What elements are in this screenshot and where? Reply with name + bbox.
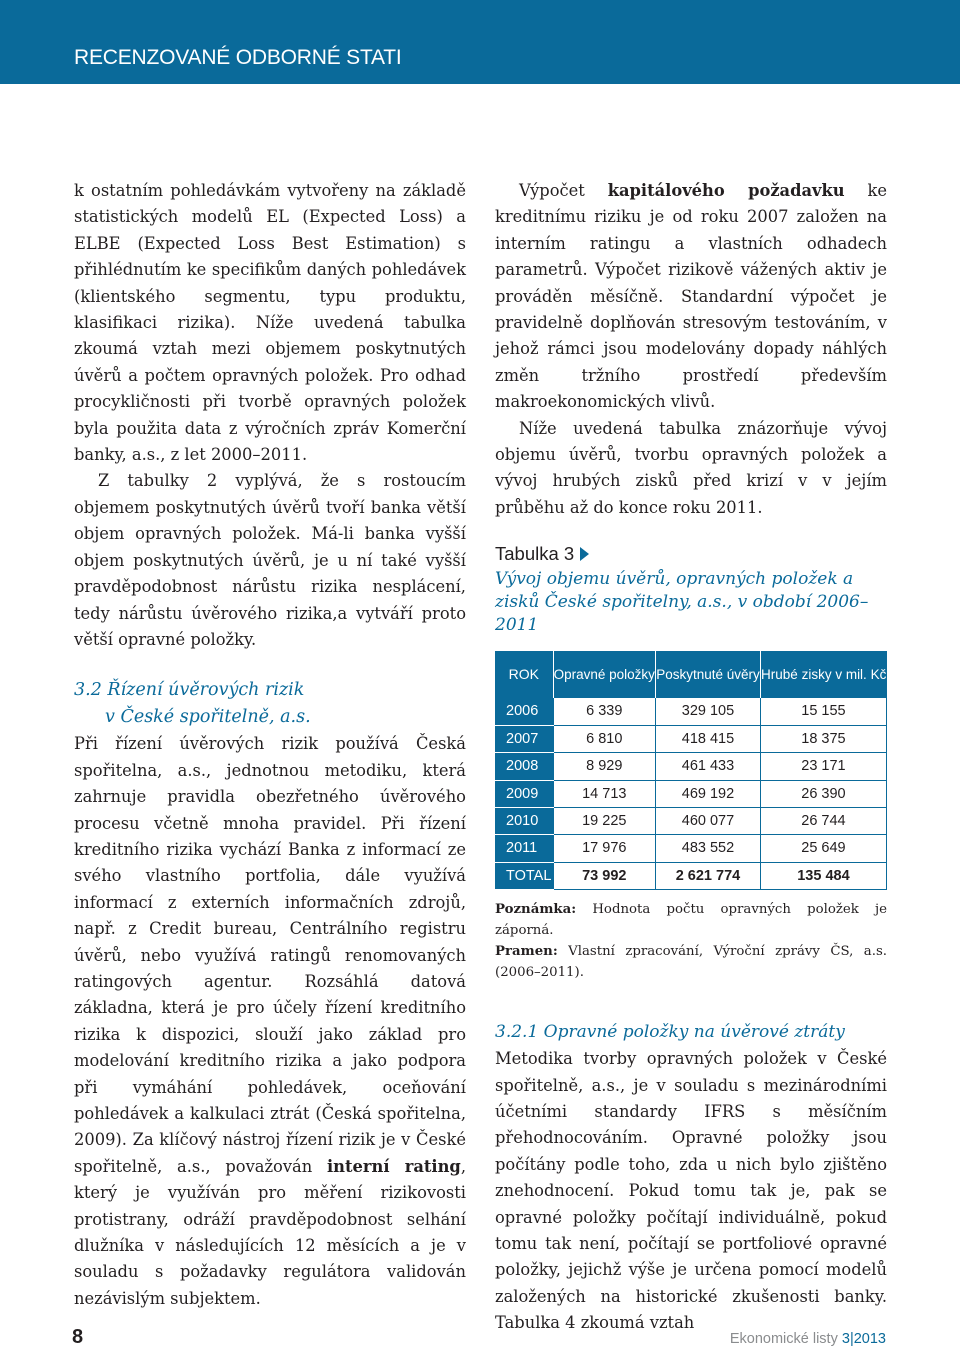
table-cell: 135 484: [760, 862, 886, 889]
bold-term: kapitálového požadavku: [607, 181, 845, 200]
paragraph: Metodika tvorby opravných položek v České spořitelně, a.s., je v souladu s mezinárodními účetními standardy IFRS s měsíčním přehodnocováním. Opravné položky jsou počítány podle toho, zda u nich bylo zjištěno znehodnocení. Pokud tomu tak je, pak se opravné položky počítají individuálně, pokud tomu tak není, počítají se portfoliové opravné položky, jejichž výše je určena pomocí modelů založených na historické zkušenosti banky. Tabulka 4 zkoumá vztah: [495, 1049, 887, 1333]
paragraph: Níže uvedená tabulka znázorňuje vývoj objemu úvěrů, tvorbu opravných položek a vývoj hrubých zisků před krizí v v jejím průběhu až do konce roku 2011.: [495, 418, 887, 517]
table-row: [495, 725, 887, 752]
section-heading-line: v České spořitelně, a.s.: [105, 707, 311, 728]
table-row: [495, 807, 887, 834]
issue-separator: |: [849, 1331, 854, 1347]
page-number: 8: [72, 1326, 84, 1348]
triangle-right-icon: [580, 547, 589, 561]
table-cell: 17 976: [553, 835, 656, 862]
table-cell: 418 415: [656, 725, 761, 752]
page-header: [0, 0, 960, 84]
section-heading-line: 3.2 Řízení úvěrových rizik: [74, 680, 305, 701]
table-cell: 329 105: [656, 698, 761, 725]
paragraph: [495, 178, 887, 416]
table-cell: 73 992: [553, 862, 656, 889]
table-cell: 19 225: [553, 807, 656, 834]
table-row: [495, 835, 887, 862]
source-text: Vlastní zpracování, Výroční zprávy ČS, a.s. (2006–2011).: [495, 944, 887, 981]
issue-number: 3: [841, 1331, 850, 1347]
section-heading: 3.2.1 Opravné položky na úvěrové ztráty: [495, 1022, 845, 1043]
text-run: , který je využíván pro měření rizikovosti protistrany, odráží pravděpodobnost selhání dlužníka v následujících 12 měsících a je v souladu s požadavky regulátora validován nezávislým subjektem.: [74, 1156, 466, 1308]
table-cell: 6 339: [553, 698, 656, 725]
table-cell: 483 552: [656, 835, 761, 862]
year-cell: 2006: [495, 698, 553, 725]
right-column: [495, 178, 887, 1337]
year-cell: 2007: [495, 725, 553, 752]
table-row: [495, 780, 887, 807]
table-header-row: [495, 651, 887, 698]
table-cell: 6 810: [553, 725, 656, 752]
total-label-cell: TOTAL: [495, 862, 553, 889]
journal-name: Ekonomické listy: [729, 1331, 838, 1347]
table-cell: 23 171: [760, 753, 886, 780]
table-cell: 8 929: [553, 753, 656, 780]
table-cell: 26 744: [760, 807, 886, 834]
bold-term: interní rating: [327, 1156, 461, 1176]
table-label: [495, 541, 887, 567]
column-header: Opravné položky: [553, 651, 656, 698]
table-row: [495, 698, 887, 725]
column-header: Poskytnuté úvěry: [656, 651, 761, 698]
table-cell: 18 375: [760, 725, 886, 752]
section-heading: [74, 677, 466, 731]
table-cell: 14 713: [553, 780, 656, 807]
table-cell: 25 649: [760, 835, 886, 862]
table-cell: 461 433: [656, 753, 761, 780]
source-line: [495, 941, 887, 983]
year-cell: 2008: [495, 753, 553, 780]
paragraph: Z tabulky 2 vyplývá, že s rostoucím objemem poskytnutých úvěrů tvoří banka větší objem opravných položek. Má-li banka vyšší objem poskytnutých úvěrů, je u ní také vyšší pravděpodobnost nárůstu rizika nesplácení, tedy nárůstu úvěrového rizika,a vytváří proto větší opravné položky.: [74, 471, 466, 649]
table-row: [495, 753, 887, 780]
column-header: ROK: [495, 651, 553, 698]
table-note: [495, 899, 887, 983]
table-total-row: [495, 862, 887, 889]
year-cell: 2009: [495, 780, 553, 807]
year-cell: 2011: [495, 835, 553, 862]
text-run: Při řízení úvěrových rizik používá Česká spořitelna, a.s., jednotnou metodiku, která zahrnuje pravidla obezřetného úvěrového procesu včetně mnoha pravidel. Při řízení kreditního rizika vychází Banka z informací ze svého vlastního portfolia, dále využívá informací z externích informačních zdrojů, např. z Credit bureau, Centrálního registru úvěrů, nebo využívá ratingů renomovaných ratingových agentur. Rozsáhlá datová základna, která je pro účely řízení kreditního rizika k dispozici, slouží jako základ pro modelování kreditního rizika a jako podpora při vymáhání pohledávek, oceňování pohledávek a kalkulaci ztrát (Česká spořitelna, 2009). Za klíčový nástroj řízení rizik je v České spořitelně, a.s., považován: [74, 734, 466, 1176]
source-label: Pramen:: [495, 944, 558, 960]
table-cell: 460 077: [656, 807, 761, 834]
section-title: RECENZOVANÉ ODBORNÉ STATI: [74, 46, 402, 69]
left-column: [74, 178, 466, 1312]
table-cell: 469 192: [656, 780, 761, 807]
data-table: [495, 651, 887, 890]
note-line: [495, 899, 887, 941]
table-cell: 15 155: [760, 698, 886, 725]
note-label: Poznámka:: [495, 902, 577, 918]
text-run: ke kreditnímu riziku je od roku 2007 založen na interním ratingu a vlastních odhadech parametrů. Výpočet rizikově vážených aktiv je prováděn měsíčně. Standardní výpočet je pravidelně doplňován stresovým testováním, v jehož rámci jsou modelovány dopady náhlých změn tržního prostředí především makroekonomických vlivů.: [495, 181, 887, 412]
table-cell: 2 621 774: [656, 862, 761, 889]
table-label-text: Tabulka 3: [495, 543, 575, 565]
table-subtitle: Vývoj objemu úvěrů, opravných položek a zisků České spořitelny, a.s., v období 2006–2011: [495, 569, 869, 636]
text-run: Výpočet: [519, 181, 608, 200]
note-text: Hodnota počtu opravných položek je záporná.: [495, 902, 887, 939]
year-cell: 2010: [495, 807, 553, 834]
paragraph: k ostatním pohledávkám vytvořeny na základě statistických modelů EL (Expected Loss) a ELBE (Expected Loss Best Estimation) s přihlédnutím ke specifikům daných pohledávek (klientského segmentu, typu produktu, klasifikaci rizika). Níže uvedená tabulka zkoumá vztah mezi objemem poskytnutých úvěrů a počtem opravných položek. Pro odhad procykličnosti při tvorbě opravných položek byla použita data z výročních zpráv Komerční banky, a.s., z let 2000–2011.: [74, 181, 466, 465]
table-cell: 26 390: [760, 780, 886, 807]
paragraph: [74, 731, 466, 1312]
issue-year: 2013: [853, 1331, 886, 1347]
journal-footer: [730, 1331, 886, 1347]
column-header: Hrubé zisky v mil. Kč: [760, 651, 886, 698]
